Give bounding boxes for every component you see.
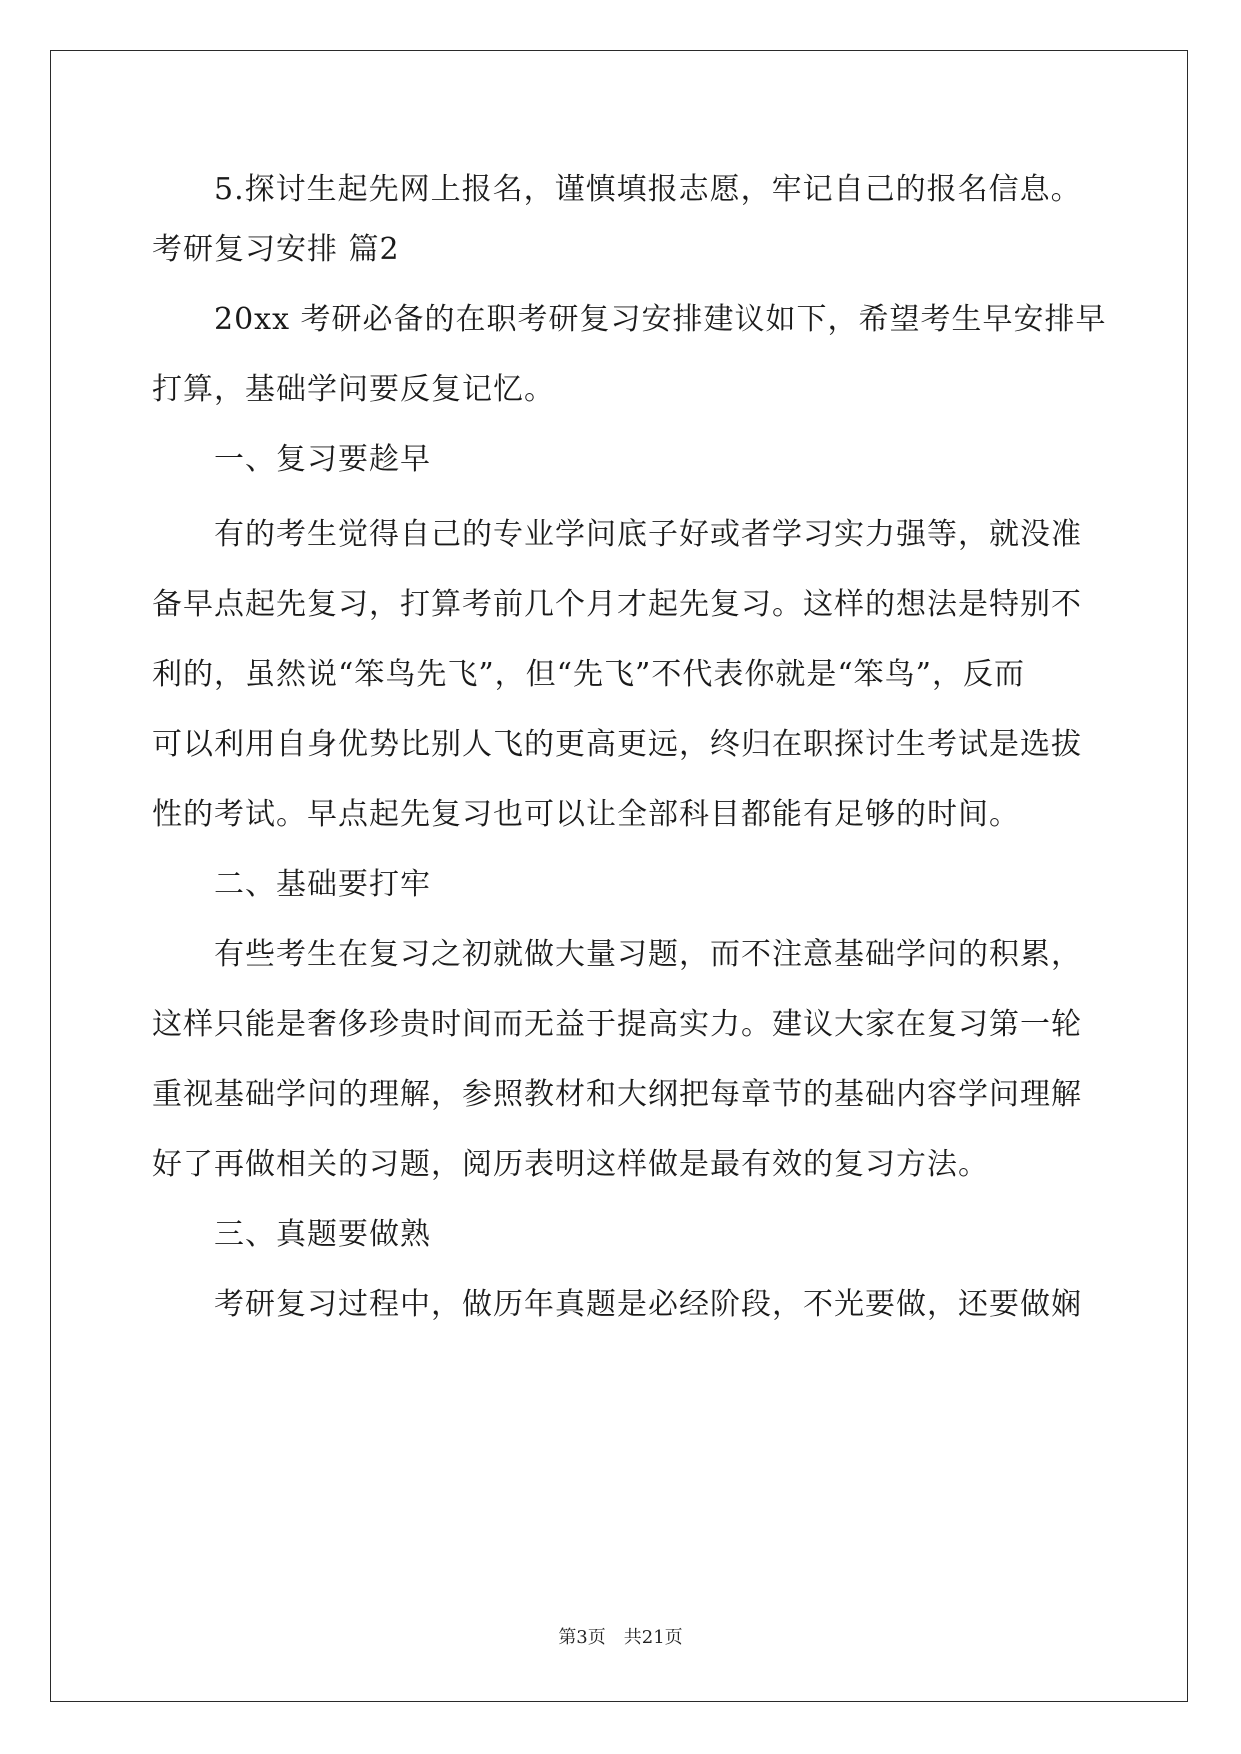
- paragraph-line: 打算，基础学问要反复记忆。: [152, 372, 555, 407]
- paragraph-line: 考研复习过程中，做历年真题是必经阶段，不光要做，还要做娴: [214, 1287, 1082, 1322]
- paragraph-line: 5.探讨生起先网上报名，谨慎填报志愿，牢记自己的报名信息。: [214, 172, 1082, 207]
- subheading: 一、复习要趁早: [214, 442, 431, 477]
- paragraph-line: 有些考生在复习之初就做大量习题，而不注意基础学问的积累，: [214, 937, 1082, 972]
- paragraph-line: 有的考生觉得自己的专业学问底子好或者学习实力强等，就没准: [214, 517, 1082, 552]
- paragraph-line: 性的考试。早点起先复习也可以让全部科目都能有足够的时间。: [152, 797, 1020, 832]
- page-number-footer: 第3页 共21页: [558, 1627, 683, 1648]
- paragraph-line: 备早点起先复习，打算考前几个月才起先复习。这样的想法是特别不: [152, 587, 1082, 622]
- paragraph-line: 好了再做相关的习题，阅历表明这样做是最有效的复习方法。: [152, 1147, 989, 1182]
- section-heading: 考研复习安排 篇2: [152, 232, 400, 267]
- paragraph-line: 利的，虽然说“笨鸟先飞”，但“先飞”不代表你就是“笨鸟”，反而: [152, 657, 1026, 692]
- paragraph-line: 这样只能是奢侈珍贵时间而无益于提高实力。建议大家在复习第一轮: [152, 1007, 1082, 1042]
- subheading: 二、基础要打牢: [214, 867, 431, 902]
- paragraph-line: 重视基础学问的理解，参照教材和大纲把每章节的基础内容学问理解: [152, 1077, 1082, 1112]
- subheading: 三、真题要做熟: [214, 1217, 431, 1252]
- paragraph-line: 可以利用自身优势比别人飞的更高更远，终归在职探讨生考试是选拔: [152, 727, 1082, 762]
- paragraph-line: 20xx 考研必备的在职考研复习安排建议如下，希望考生早安排早: [214, 302, 1107, 337]
